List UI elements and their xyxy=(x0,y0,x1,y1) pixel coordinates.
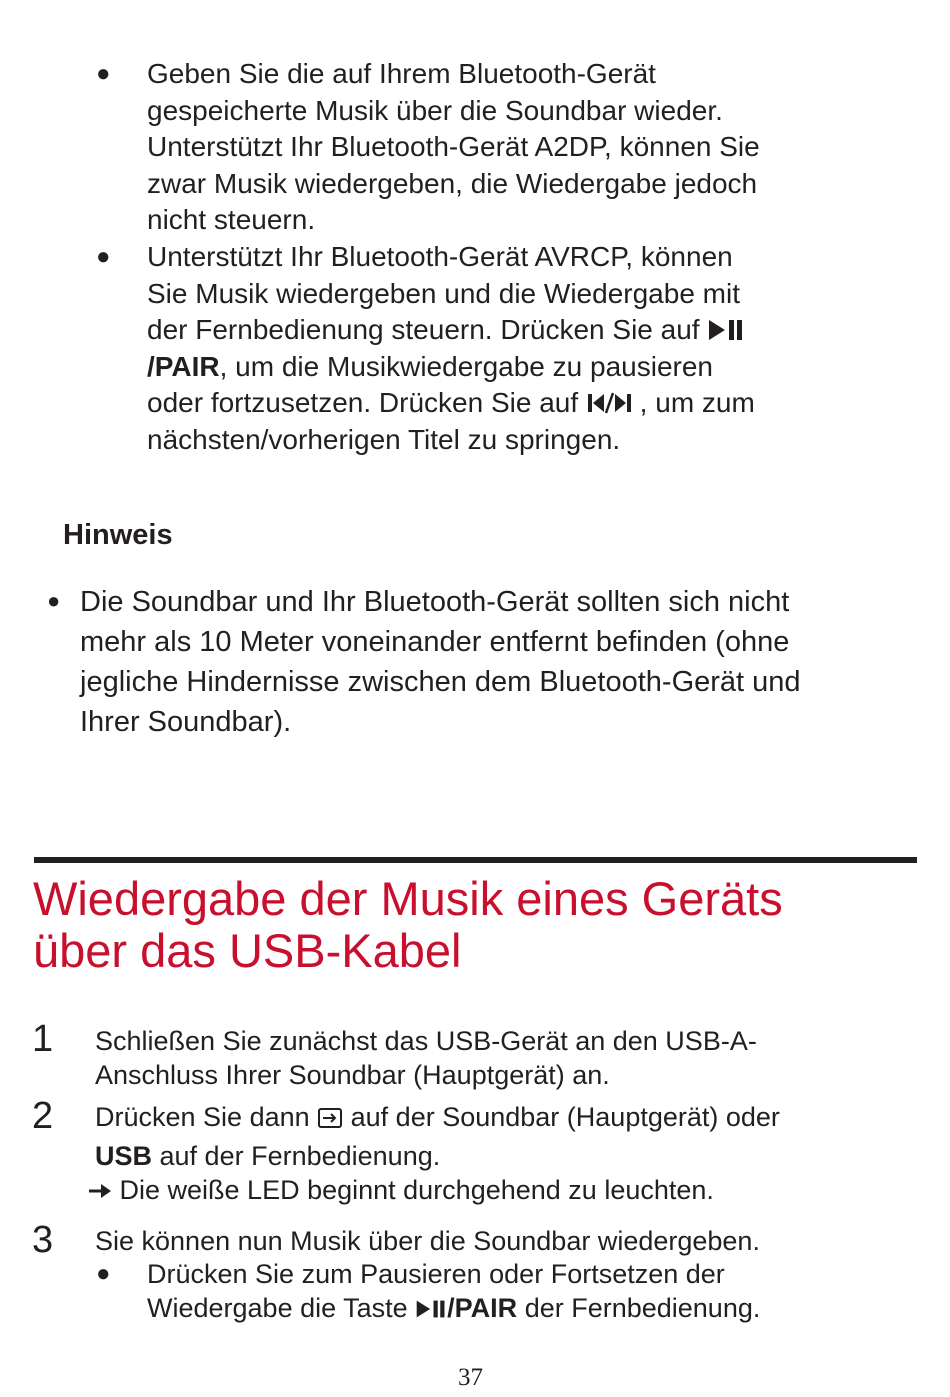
pair-label: /PAIR xyxy=(147,350,220,382)
prev-next-icon xyxy=(586,391,632,415)
text-line xyxy=(147,385,755,422)
text-span: der Fernbedienung steuern. Drücken Sie auf xyxy=(147,314,708,345)
section-divider xyxy=(34,857,917,863)
step-3 xyxy=(95,1224,760,1258)
text-line: Unterstützt Ihr Bluetooth-Gerät A2DP, können Sie xyxy=(147,131,760,162)
text-span: auf der Soundbar (Hauptgerät) oder xyxy=(343,1102,780,1132)
bullet-a2dp xyxy=(147,56,760,239)
pair-label: /PAIR xyxy=(447,1293,518,1323)
text-line: Die Soundbar und Ihr Bluetooth-Gerät sollten sich nicht xyxy=(80,586,790,618)
text-line: gespeicherte Musik über die Soundbar wieder. xyxy=(147,94,723,126)
text-line: Unterstützt Ihr Bluetooth-Gerät AVRCP, können xyxy=(147,241,733,272)
text-line xyxy=(147,312,755,349)
section-title xyxy=(33,873,783,977)
text-span: , um die Musikwiedergabe zu pausieren xyxy=(219,350,713,382)
step-2-result xyxy=(88,1173,714,1207)
text-line xyxy=(147,349,755,386)
bullet-dot: ● xyxy=(47,588,61,613)
bullet-dot: ● xyxy=(96,243,111,270)
arrow-right-icon xyxy=(88,1180,112,1202)
text-line: jegliche Hindernisse zwischen dem Bluetooth-Gerät und xyxy=(80,666,801,698)
text-span: Wiedergabe die Taste xyxy=(147,1293,416,1323)
bullet-dot: ● xyxy=(96,60,111,87)
text-line: zwar Musik wiedergeben, die Wiedergabe jedoch xyxy=(147,167,758,199)
text-line: Schließen Sie zunächst das USB-Gerät an den USB-A- xyxy=(95,1026,757,1056)
text-line: Sie können nun Musik über die Soundbar wiedergeben. xyxy=(95,1226,760,1256)
text-span: auf der Fernbedienung. xyxy=(152,1141,441,1171)
note-text xyxy=(80,582,801,742)
page-number: 37 xyxy=(458,1364,483,1391)
title-line: Wiedergabe der Musik eines Geräts xyxy=(33,872,783,925)
text-span: oder fortzusetzen. Drücken Sie auf xyxy=(147,387,586,418)
step-number: 1 xyxy=(32,1018,54,1060)
text-line xyxy=(147,1291,760,1325)
text-line: Drücken Sie zum Pausieren oder Fortsetzen der xyxy=(147,1259,725,1289)
usb-label: USB xyxy=(95,1141,153,1171)
bullet-avrcp xyxy=(147,239,755,458)
text-line: Sie Musik wiedergeben und die Wiedergabe mit xyxy=(147,277,740,309)
step-3-bullet xyxy=(147,1257,760,1325)
text-line: mehr als 10 Meter voneinander entfernt befinden (ohne xyxy=(80,626,790,658)
text-line xyxy=(95,1136,780,1176)
text-line: Ihrer Soundbar). xyxy=(80,706,292,738)
text-line xyxy=(88,1173,714,1207)
step-number: 3 xyxy=(32,1219,54,1261)
play-pause-icon xyxy=(707,318,745,342)
text-span: , um zum xyxy=(631,387,755,418)
step-1 xyxy=(95,1024,757,1092)
text-line: nicht steuern. xyxy=(147,204,316,235)
text-span: der Fernbedienung. xyxy=(517,1293,761,1323)
text-line: nächsten/vorherigen Titel zu springen. xyxy=(147,423,621,455)
note-title: Hinweis xyxy=(63,519,173,551)
source-input-icon xyxy=(317,1107,343,1129)
step-2 xyxy=(95,1098,780,1176)
result-text: Die weiße LED beginnt durchgehend zu leuchten. xyxy=(119,1175,714,1205)
title-line: über das USB-Kabel xyxy=(33,924,462,977)
text-span: Drücken Sie dann xyxy=(95,1102,318,1132)
step-number: 2 xyxy=(32,1095,54,1137)
bullet-dot: ● xyxy=(96,1260,111,1287)
text-line xyxy=(95,1098,780,1136)
play-pause-icon xyxy=(415,1298,447,1320)
text-line: Anschluss Ihrer Soundbar (Hauptgerät) an. xyxy=(95,1060,610,1090)
text-line: Geben Sie die auf Ihrem Bluetooth-Gerät xyxy=(147,58,656,89)
